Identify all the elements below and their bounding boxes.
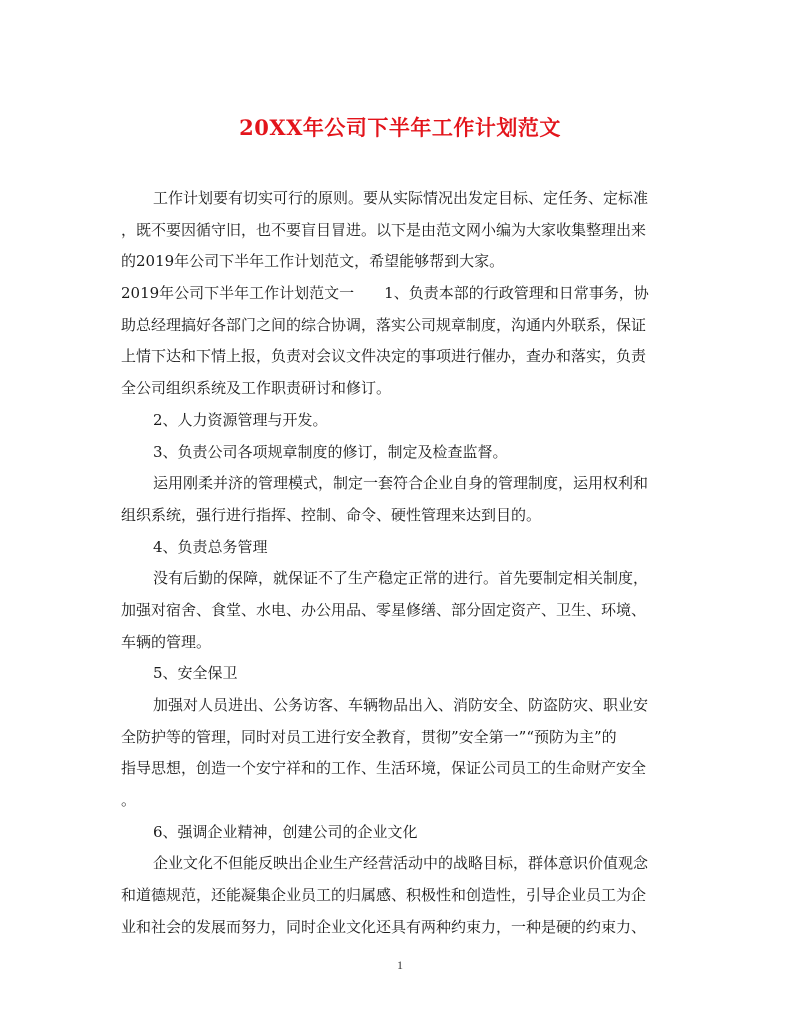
paragraph-line: 加强对人员进出、公务访客、车辆物品出入、消防安全、防盗防灾、职业安	[153, 696, 649, 714]
paragraph-line: ，既不要因循守旧，也不要盲目冒进。以下是由范文网小编为大家收集整理出来	[121, 220, 647, 239]
section-heading: 6、强调企业精神，创建公司的企业文化	[153, 822, 418, 841]
paragraph-line: 全公司组织系统及工作职责研讨和修订。	[121, 379, 392, 398]
section-heading: 4、负责总务管理	[153, 537, 268, 556]
paragraph-line: 业和社会的发展而努力，同时企业文化还具有两种约束力，一种是硬的约束力、	[121, 917, 647, 936]
section-heading: 5、安全保卫	[153, 664, 238, 683]
paragraph-line: 全防护等的管理，同时对员工进行安全教育，贯彻”安全第一”“预防为主”的	[121, 727, 617, 746]
paragraph-line: 车辆的管理。	[121, 632, 212, 651]
paragraph-line: 上情下达和下情上报，负责对会议文件决定的事项进行催办，查办和落实，负责	[121, 347, 647, 366]
paragraph-line: 和道德规范，还能凝集企业员工的归属感、积极性和创造性，引导企业员工为企	[121, 886, 647, 905]
document-body	[121, 183, 681, 944]
document-title: 20XX年公司下半年工作计划范文	[239, 115, 561, 140]
paragraph-line: 助总经理搞好各部门之间的综合协调，落实公司规章制度，沟通内外联系，保证	[121, 315, 647, 334]
paragraph-line: 运用刚柔并济的管理模式，制定一套符合企业自身的管理制度，运用权利和	[153, 474, 649, 493]
paragraph-line: 没有后勤的保障，就保证不了生产稳定正常的进行。首先要制定相关制度，	[153, 569, 649, 588]
page-number: 1	[397, 958, 403, 972]
paragraph-line: 指导思想，创造一个安宁祥和的工作、生活环境，保证公司员工的生命财产安全	[121, 759, 647, 778]
section-heading: 2、人力资源管理与开发。	[153, 410, 328, 429]
paragraph-line: 的2019年公司下半年工作计划范文，希望能够帮到大家。	[121, 252, 505, 271]
section-heading: 3、负责公司各项规章制度的修订，制定及检查监督。	[153, 442, 508, 461]
paragraph-line: 工作计划要有切实可行的原则。要从实际情况出发定目标、定任务、定标准	[153, 189, 649, 207]
paragraph-line: 2019年公司下半年工作计划范文一 1、负责本部的行政管理和日常事务，协	[121, 284, 649, 303]
paragraph-line: 加强对宿舍、食堂、水电、办公用品、零星修缮、部分固定资产、卫生、环境、	[121, 600, 647, 619]
paragraph-line: 。	[121, 791, 137, 810]
paragraph-line: 企业文化不但能反映出企业生产经营活动中的战略目标，群体意识价值观念	[153, 854, 649, 873]
paragraph-line: 组织系统，强行进行指挥、控制、命令、硬性管理来达到目的。	[121, 505, 542, 524]
